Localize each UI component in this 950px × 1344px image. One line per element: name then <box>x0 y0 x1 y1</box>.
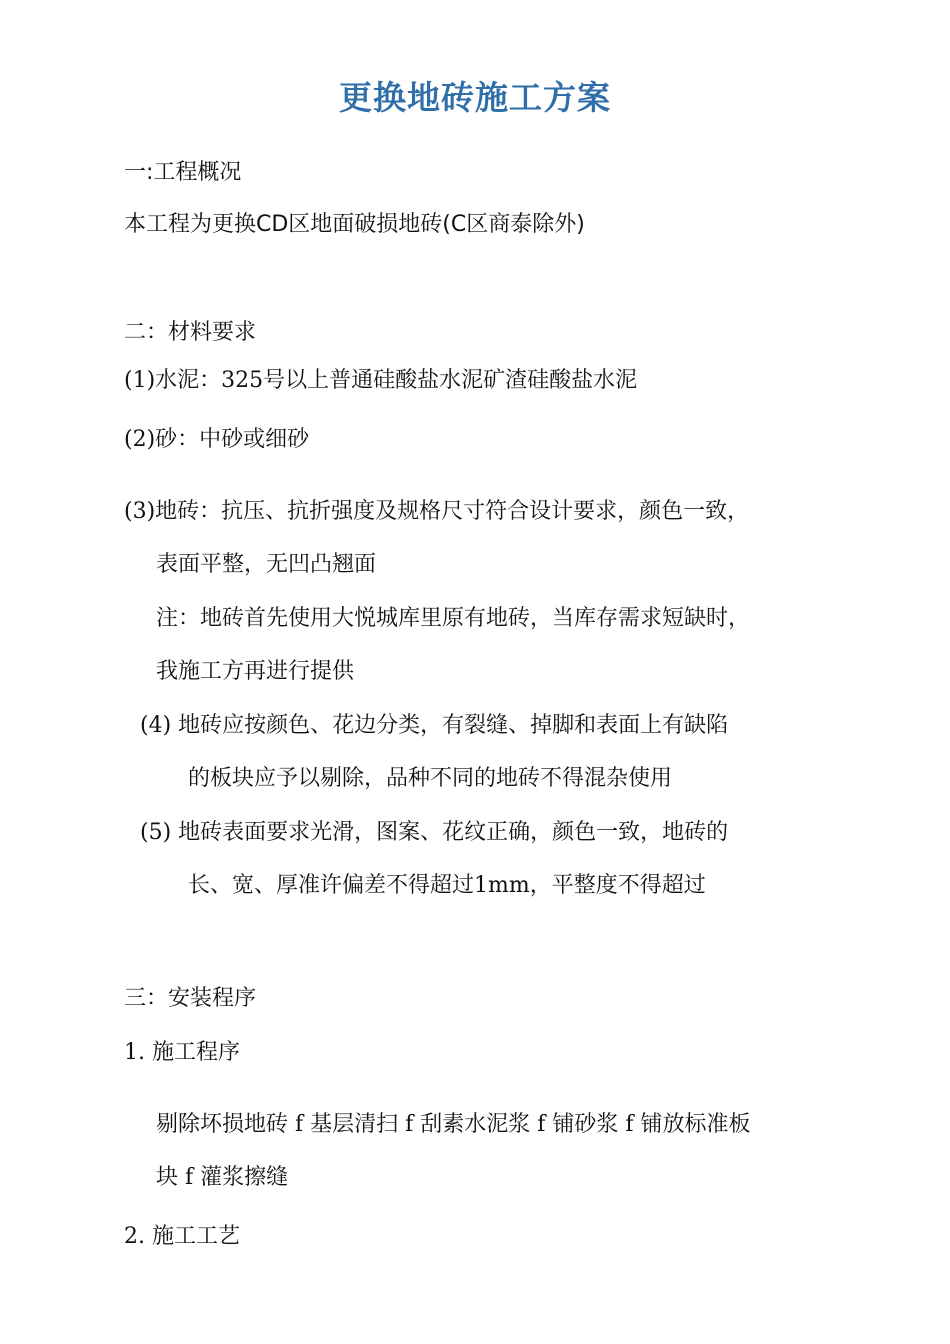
section3-sub1: 1. 施工程序 <box>124 1040 240 1065</box>
material-item-3-line2: 表面平整，无凹凸翘面 <box>156 552 377 577</box>
material-item-5-line1: (5) 地砖表面要求光滑，图案、花纹正确，颜色一致，地砖的 <box>140 820 729 845</box>
process-line2: 块 f 灌浆擦缝 <box>156 1165 289 1190</box>
section3-sub2: 2. 施工工艺 <box>124 1224 240 1249</box>
section1-body: 本工程为更换CD区地面破损地砖(C区商泰除外) <box>124 212 585 237</box>
material-note-line1: 注：地砖首先使用大悦城库里原有地砖，当库存需求短缺时， <box>156 606 751 631</box>
page-title: 更换地砖施工方案 <box>339 78 611 117</box>
section3-heading: 三：安装程序 <box>124 986 257 1011</box>
material-item-5-line2: 长、宽、厚准许偏差不得超过1mm，平整度不得超过 <box>188 873 706 898</box>
material-item-1: (1)水泥：325号以上普通硅酸盐水泥矿渣硅酸盐水泥 <box>124 368 638 393</box>
material-item-4-line1: (4) 地砖应按颜色、花边分类，有裂缝、掉脚和表面上有缺陷 <box>140 713 729 738</box>
material-item-2: (2)砂：中砂或细砂 <box>124 427 310 452</box>
material-item-4-line2: 的板块应予以剔除，品种不同的地砖不得混杂使用 <box>188 766 673 791</box>
material-item-3-line1: (3)地砖：抗压、抗折强度及规格尺寸符合设计要求，颜色一致， <box>124 499 750 524</box>
section1-heading: 一:工程概况 <box>124 160 242 185</box>
material-note-line2: 我施工方再进行提供 <box>156 659 355 684</box>
process-line1: 剔除坏损地砖 f 基层清扫 f 刮素水泥浆 f 铺砂浆 f 铺放标准板 <box>156 1112 751 1137</box>
section2-heading: 二：材料要求 <box>124 320 257 345</box>
